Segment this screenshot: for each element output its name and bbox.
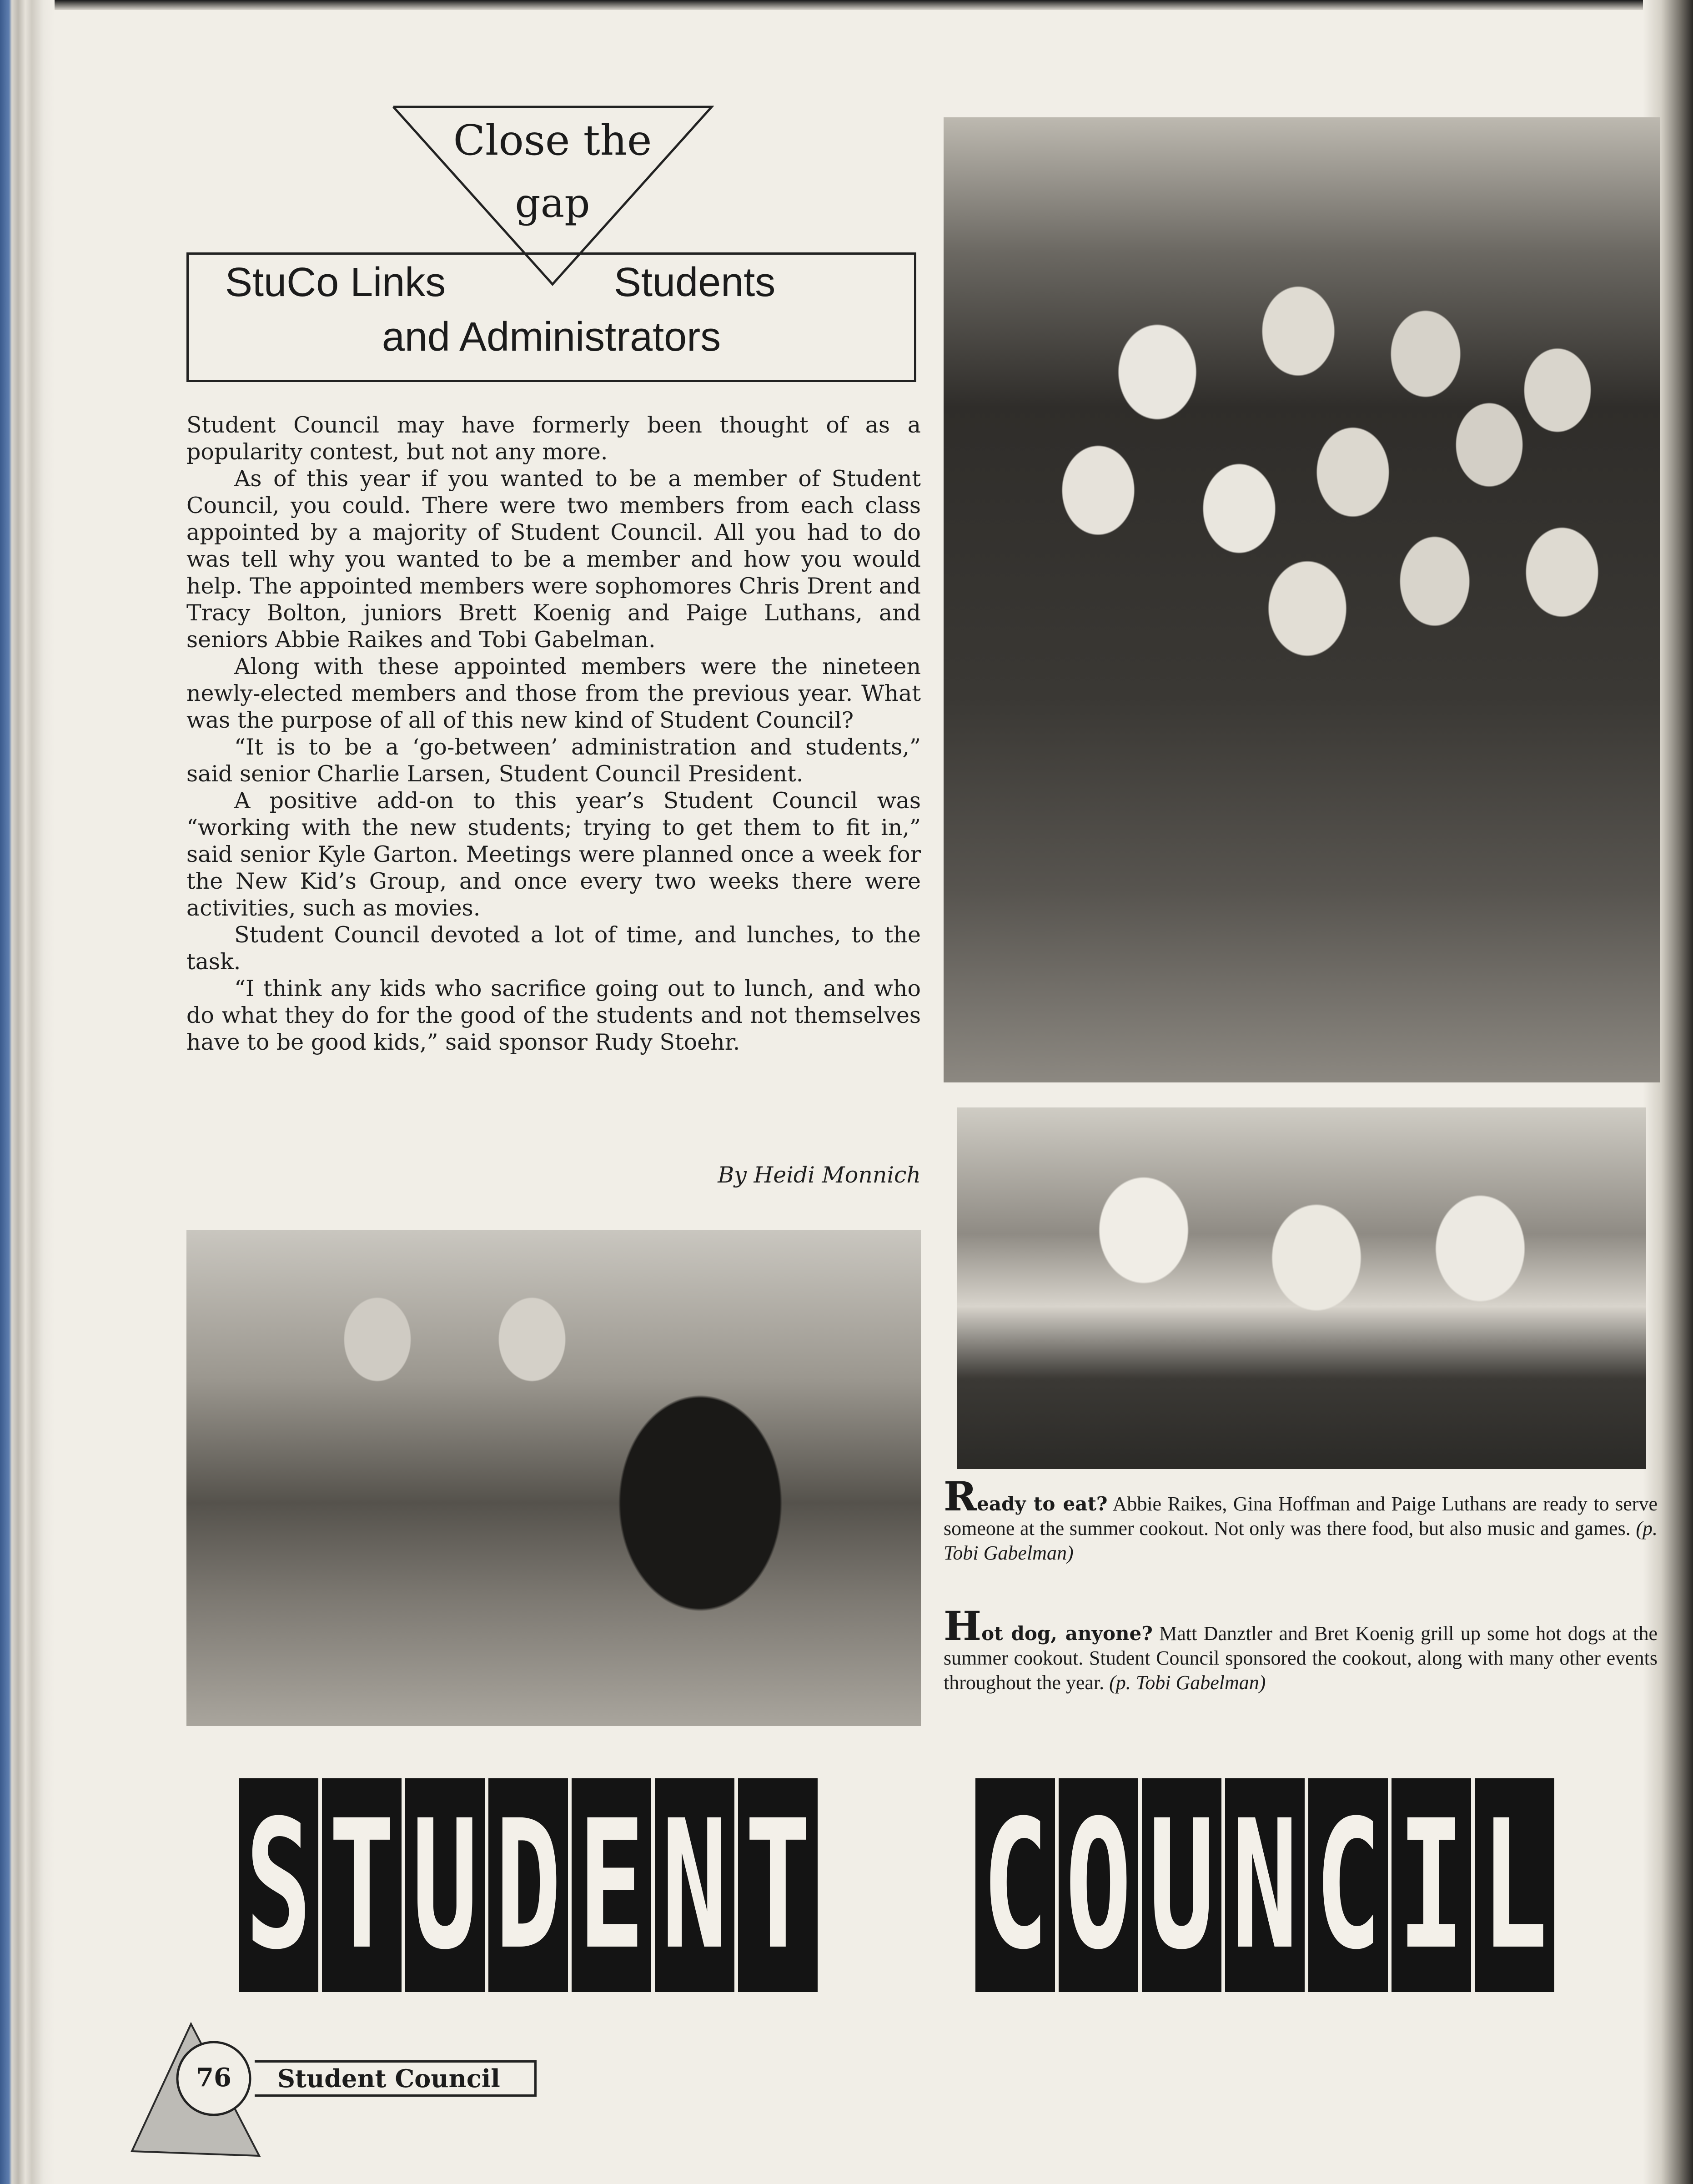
banner-letter: D bbox=[488, 1778, 568, 1992]
article-paragraph: Student Council may have formerly been thought of as a popularity contest, but not any more. bbox=[186, 412, 921, 465]
caption-credit: (p. Tobi Gabelman) bbox=[1109, 1671, 1266, 1694]
caption-hot-dog bbox=[944, 1602, 1658, 1695]
article-body bbox=[186, 412, 921, 1056]
caption-credit: (p. Tobi Gabelman) bbox=[944, 1517, 1658, 1564]
article-byline: By Heidi Monnich bbox=[718, 1162, 921, 1188]
headline-gap: gap bbox=[515, 180, 590, 226]
subhead-administrators: and Administrators bbox=[382, 314, 721, 360]
banner-letter: C bbox=[1308, 1778, 1388, 1992]
article-paragraph: Along with these appointed members were the nineteen newly-elected members and those from the previous year. What was the purpose of all of this new kind of Student Council? bbox=[186, 654, 921, 733]
group-photo bbox=[944, 117, 1660, 1082]
caption-text: Matt Danztler and Bret Koenig grill up some hot dogs at the summer cookout. Student Council sponsored the cookout, along with many other events throughout the year. bbox=[944, 1622, 1658, 1694]
banner-letter: O bbox=[1059, 1778, 1138, 1992]
banner-letter: L bbox=[1475, 1778, 1554, 1992]
book-spine bbox=[0, 0, 55, 2184]
banner-letter: U bbox=[405, 1778, 485, 1992]
banner-letter: U bbox=[1142, 1778, 1221, 1992]
article-paragraph: As of this year if you wanted to be a member of Student Council, you could. There were two members from each class appointed by a majority of Student Council. All you had to do was tell why you wanted to be a member and how you would help. The appointed members were sophomores Chris Drent and Tracy Bolton, juniors Brett Koenig and Paige Luthans, and seniors Abbie Raikes and Tobi Gabelman. bbox=[186, 466, 921, 653]
subhead-students: Students bbox=[614, 260, 776, 305]
caption-lead: ot dog, anyone? bbox=[981, 1622, 1153, 1645]
article-paragraph: “It is to be a ‘go-between’ administration and students,” said senior Charlie Larsen, Student Council President. bbox=[186, 734, 921, 787]
page-top-edge bbox=[0, 0, 1693, 10]
banner-letter: T bbox=[738, 1778, 818, 1992]
caption-dropcap: R bbox=[944, 1473, 977, 1520]
banner-letter: N bbox=[655, 1778, 734, 1992]
subhead-stuco-links: StuCo Links bbox=[225, 260, 446, 305]
article-paragraph: A positive add-on to this year’s Student Council was “working with the new students; trying to get them to fit in,” said senior Kyle Garton. Meetings were planned once a week for the New Kid’s Group, and once every two weeks there were activities, such as movies. bbox=[186, 788, 921, 921]
article-paragraph: “I think any kids who sacrifice going out to lunch, and who do what they do for the good of the students and not themselves have to be good kids,” said sponsor Rudy Stoehr. bbox=[186, 976, 921, 1055]
banner-letter: E bbox=[572, 1778, 651, 1992]
banner-letter: C bbox=[975, 1778, 1055, 1992]
page-number: 76 bbox=[196, 2063, 231, 2093]
headline-close-the: Close the bbox=[453, 116, 652, 165]
caption-lead: eady to eat? bbox=[977, 1493, 1108, 1515]
banner-letter: T bbox=[322, 1778, 402, 1992]
grill-photo bbox=[186, 1230, 921, 1726]
caption-dropcap: H bbox=[944, 1602, 982, 1650]
caption-text: Abbie Raikes, Gina Hoffman and Paige Luthans are ready to serve someone at the summer cookout. Not only was there food, but also music and games. bbox=[944, 1493, 1658, 1540]
banner-student bbox=[239, 1778, 818, 1992]
caption-ready-to-eat bbox=[944, 1473, 1658, 1565]
banner-letter: S bbox=[239, 1778, 318, 1992]
section-label: Student Council bbox=[255, 2060, 537, 2097]
cookout-servers-photo bbox=[957, 1107, 1646, 1469]
banner-letter: I bbox=[1392, 1778, 1471, 1992]
article-paragraph: Student Council devoted a lot of time, and lunches, to the task. bbox=[186, 922, 921, 975]
banner-council bbox=[975, 1778, 1554, 1992]
banner-letter: N bbox=[1225, 1778, 1305, 1992]
